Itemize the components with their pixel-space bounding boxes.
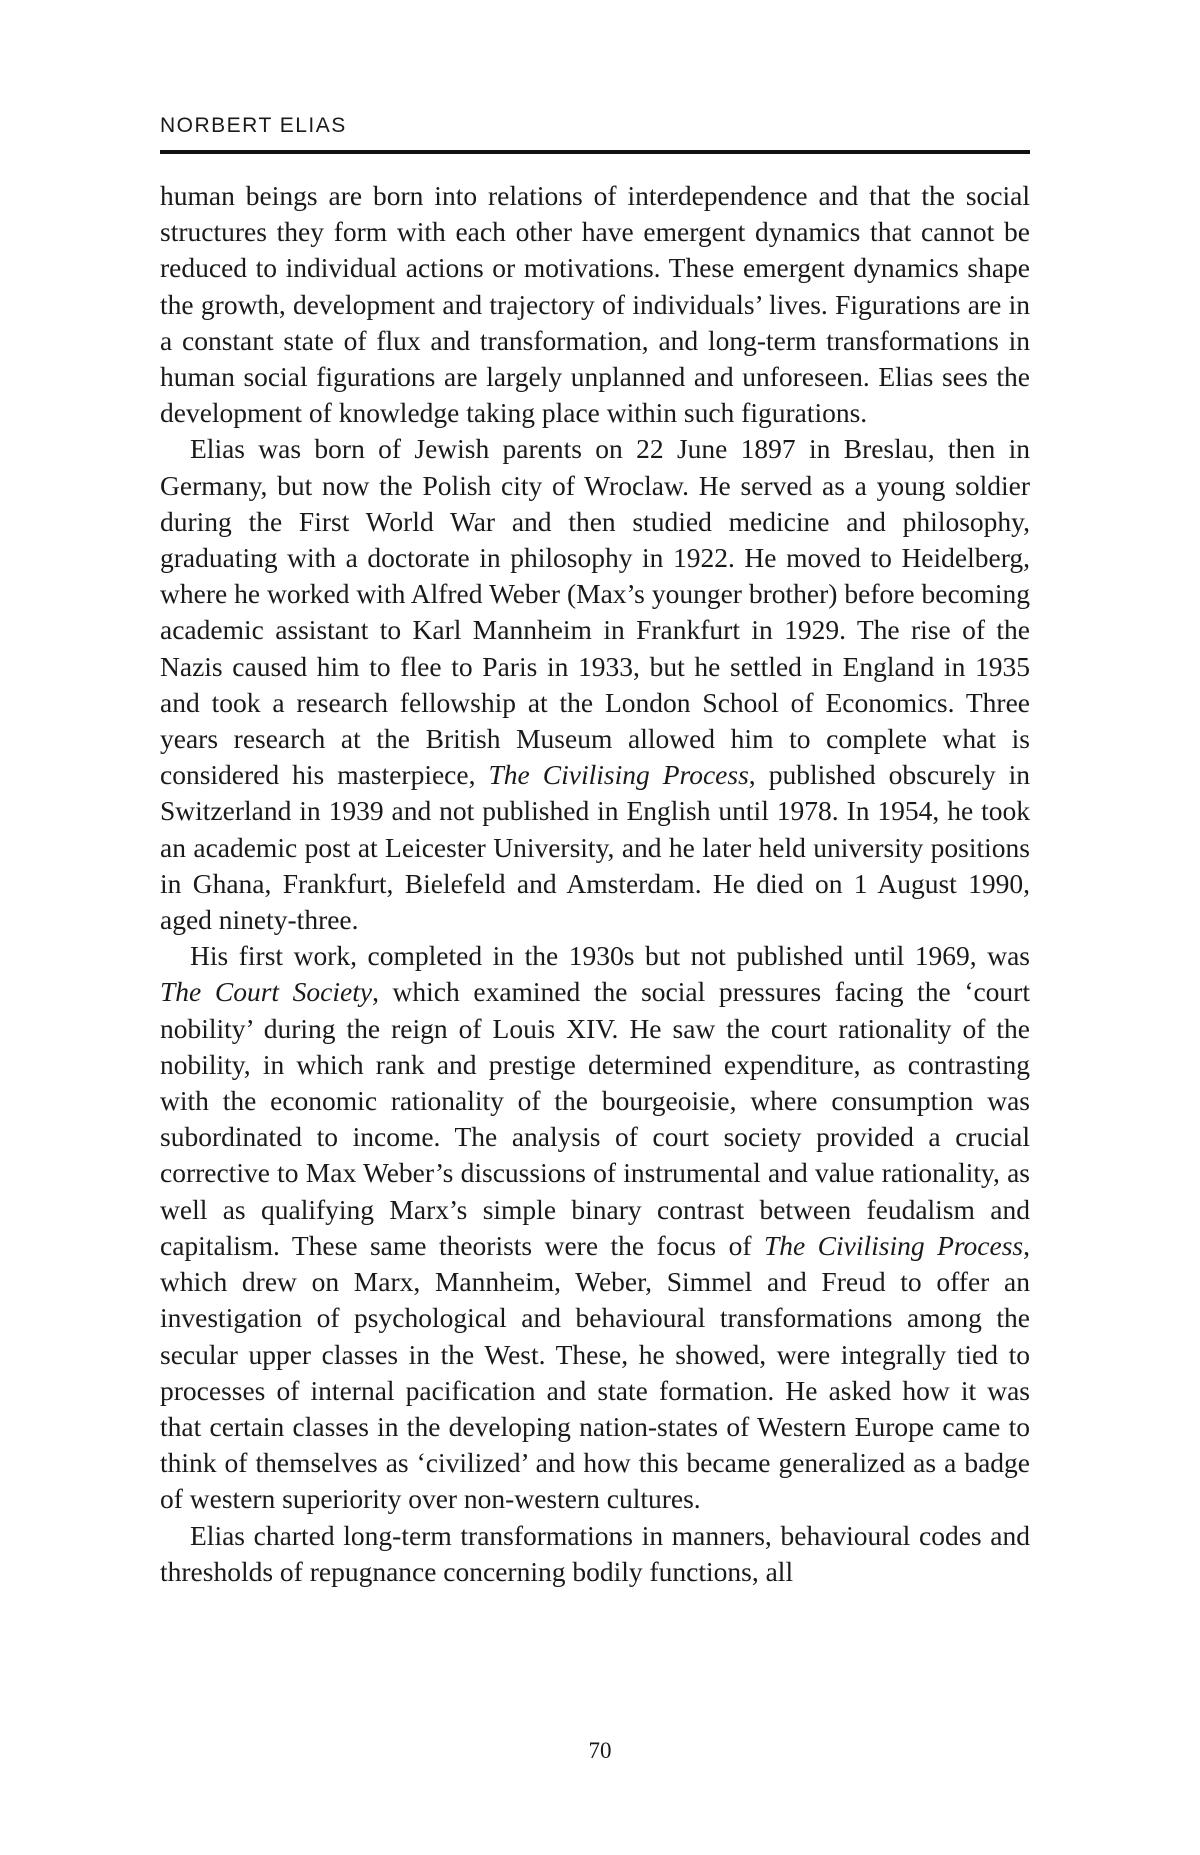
paragraph-2-text-b: , published obscurely in Switzerland in 1939 and not published in English until 1978. In 1954, he took an academic post at Leicester University, and he later held university positions in Ghana, Frankfurt, Bielefeld and Amsterdam. He died on 1 August 1990, aged ninety-three. [160,759,1030,936]
header-rule [160,150,1030,154]
book-title-civilising-process-2: The Civilising Process [763,1229,1024,1261]
body-text [160,178,1030,1590]
paragraph-2 [160,431,1030,938]
paragraph-2-text-a: Elias was born of Jewish parents on 22 June 1897 in Breslau, then in Germany, but now the Polish city of Wroclaw. He served as a young soldier during the First World War and then studied medicine and philosophy, graduating with a doctorate in philosophy in 1922. He moved to Heidelberg, where he worked with Alfred Weber (Max’s younger brother) before becoming academic assistant to Karl Mannheim in Frankfurt in 1929. The rise of the Nazis caused him to flee to Paris in 1933, but he settled in England in 1935 and took a research fellowship at the London School of Economics. Three years research at the British Museum allowed him to complete what is considered his masterpiece, [160,433,1030,791]
paragraph-4: Elias charted long-term transformations in manners, behavioural codes and thresholds of repugnance concerning bodily functions, all [160,1519,1030,1587]
book-title-civilising-process: The Civilising Process [488,759,749,791]
running-head: NORBERT ELIAS [160,114,347,137]
book-title-court-society: The Court Society [160,976,373,1008]
paragraph-3 [160,938,1030,1517]
page-number: 70 [588,1738,612,1763]
paragraph-3-text-a: His first work, completed in the 1930s but not published until 1969, was [190,940,1030,972]
paragraph-3-text-c: , which drew on Marx, Mannheim, Weber, Simmel and Freud to offer an investigation of psychological and behavioural transformations among the secular upper classes in the West. These, he showed, were integrally tied to processes of internal pacification and state formation. He asked how it was that certain classes in the developing nation-states of Western Europe came to think of themselves as ‘civilized’ and how this became generalized as a badge of western superiority over non-western cultures. [160,1229,1030,1515]
paragraph-1: human beings are born into relations of interdependence and that the social structures they form with each other have emergent dynamics that cannot be reduced to individual actions or motivations. These emergent dynamics shape the growth, development and trajectory of individuals’ lives. Figurations are in a constant state of flux and transformation, and long-term transformations in human social figurations are largely unplanned and unforeseen. Elias sees the development of knowledge taking place within such figurations. [160,180,1030,429]
paragraph-3-text-b: , which examined the social pressures facing the ‘court nobility’ during the reign of Louis XIV. He saw the court rationality of the nobility, in which rank and prestige determined expenditure, as contrasting with the economic rationality of the bourgeoisie, where consumption was subordinated to income. The analysis of court society provided a crucial corrective to Max Weber’s discussions of instrumental and value rationality, as well as qualifying Marx’s simple binary contrast between feudalism and capitalism. These same theorists were the focus of [160,976,1030,1261]
